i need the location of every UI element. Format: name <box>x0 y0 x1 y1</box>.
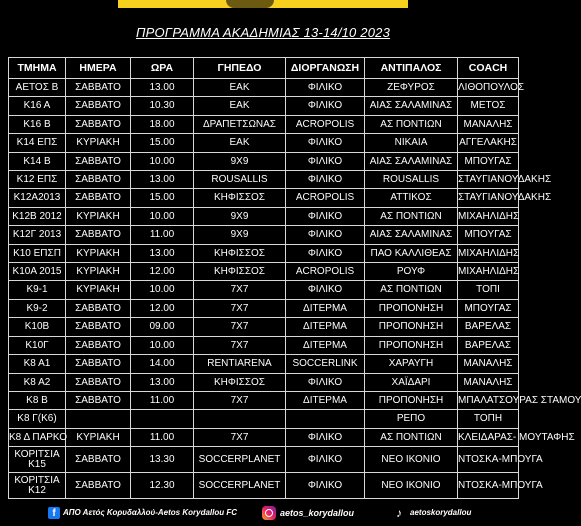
cell-day: ΣΑΒΒΑΤΟ <box>66 336 131 354</box>
cell-opponent: ΠΡΟΠΟΝΗΣΗ <box>365 318 458 336</box>
table-row <box>9 373 519 391</box>
table-row <box>9 281 519 299</box>
cell-time: 13.00 <box>131 171 194 189</box>
cell-team: Κ10Γ <box>9 336 66 354</box>
cell-competition: ΦΙΛΙΚΟ <box>286 428 365 446</box>
header-day: ΗΜΕΡΑ <box>66 58 131 79</box>
cell-opponent: ΑΣ ΠΟΝΤΙΩΝ <box>365 428 458 446</box>
cell-team: Κ10Β <box>9 318 66 336</box>
cell-day: ΣΑΒΒΑΤΟ <box>66 318 131 336</box>
cell-venue: 9Χ9 <box>194 207 286 225</box>
cell-competition: ΦΙΛΙΚΟ <box>286 79 365 97</box>
cell-opponent: ΝΕΟ ΙΚΟΝΙΟ <box>365 447 458 473</box>
cell-coach: ΜΠΟΥΓΑΣ <box>458 152 519 170</box>
cell-team: Κ9-1 <box>9 281 66 299</box>
table-row <box>9 355 519 373</box>
cell-time: 10.00 <box>131 336 194 354</box>
cell-venue: ΚΗΦΙΣΣΟΣ <box>194 263 286 281</box>
cell-coach: ΝΤΟΣΚΑ-ΜΠΟΥΓΑ <box>458 447 519 473</box>
table-row <box>9 299 519 317</box>
table-row <box>9 336 519 354</box>
cell-team: Κ8 Γ(Κ6) <box>9 410 66 428</box>
club-emblem <box>226 0 274 8</box>
cell-day: ΣΑΒΒΑΤΟ <box>66 79 131 97</box>
cell-team: Κ8 Δ ΠΑΡΚΟ <box>9 428 66 446</box>
header-opponent: ΑΝΤΙΠΑΛΟΣ <box>365 58 458 79</box>
cell-day: ΣΑΒΒΑΤΟ <box>66 447 131 473</box>
cell-coach: ΜΠΑΛΑΤΣΟΥΡΑΣ ΣΤΑΜΟΥ <box>458 391 519 409</box>
cell-competition: ΦΙΛΙΚΟ <box>286 281 365 299</box>
cell-team: Κ10Α 2015 <box>9 263 66 281</box>
cell-coach: ΣΤΑΥΓΙΑΝΟΥΔΑΚΗΣ <box>458 171 519 189</box>
cell-coach: ΜΠΟΥΓΑΣ <box>458 299 519 317</box>
table-row <box>9 391 519 409</box>
cell-team: Κ12Β 2012 <box>9 207 66 225</box>
cell-time: 13.30 <box>131 447 194 473</box>
cell-day: ΣΑΒΒΑΤΟ <box>66 152 131 170</box>
cell-opponent: ΑΙΑΣ ΣΑΛΑΜΙΝΑΣ <box>365 152 458 170</box>
cell-opponent: ΡΟΥΦ <box>365 263 458 281</box>
header-team: ΤΜΗΜΑ <box>9 58 66 79</box>
cell-opponent: ΑΣ ΠΟΝΤΙΩΝ <box>365 207 458 225</box>
cell-day: ΣΑΒΒΑΤΟ <box>66 373 131 391</box>
cell-venue: 7Χ7 <box>194 281 286 299</box>
cell-opponent: ΧΑΪΔΑΡΙ <box>365 373 458 391</box>
cell-competition: ΔΙΤΕΡΜΑ <box>286 336 365 354</box>
cell-coach: ΜΠΟΥΓΑΣ <box>458 226 519 244</box>
cell-opponent: ΑΤΤΙΚΟΣ <box>365 189 458 207</box>
cell-coach: ΜΙΧΑΗΛΙΔΗΣ <box>458 263 519 281</box>
cell-team: Κ12 ΕΠΣ <box>9 171 66 189</box>
cell-venue: ΕΑΚ <box>194 79 286 97</box>
cell-venue: 7Χ7 <box>194 428 286 446</box>
cell-opponent: ΑΣ ΠΟΝΤΙΩΝ <box>365 281 458 299</box>
cell-venue: ROUSALLIS <box>194 171 286 189</box>
cell-coach: ΜΑΝΑΛΗΣ <box>458 115 519 133</box>
table-row <box>9 244 519 262</box>
cell-competition: ΔΙΤΕΡΜΑ <box>286 299 365 317</box>
cell-venue: 9Χ9 <box>194 226 286 244</box>
cell-day: ΚΥΡΙΑΚΗ <box>66 207 131 225</box>
cell-time: 10.30 <box>131 97 194 115</box>
schedule-table <box>8 57 581 499</box>
cell-coach: ΤΟΠΙ <box>458 281 519 299</box>
cell-opponent: ROUSALLIS <box>365 171 458 189</box>
table-row <box>9 473 519 499</box>
cell-coach: ΛΙΘΟΠΟΥΛΟΣ <box>458 79 519 97</box>
cell-time: 10.00 <box>131 152 194 170</box>
cell-team: Κ12Α2013 <box>9 189 66 207</box>
cell-coach: ΝΤΟΣΚΑ-ΜΠΟΥΓΑ <box>458 473 519 499</box>
instagram-icon[interactable] <box>262 506 276 520</box>
cell-venue: 9Χ9 <box>194 152 286 170</box>
cell-opponent: ΠΑΟ ΚΑΛΛΙΘΕΑΣ <box>365 244 458 262</box>
facebook-icon[interactable]: f <box>48 507 60 519</box>
cell-team: Κ8 Β <box>9 391 66 409</box>
cell-time: 10.00 <box>131 207 194 225</box>
cell-coach: ΒΑΡΕΛΑΣ <box>458 336 519 354</box>
cell-coach: ΑΓΓΕΛΑΚΗΣ <box>458 134 519 152</box>
table-row <box>9 226 519 244</box>
table-row <box>9 134 519 152</box>
cell-competition: ACROPOLIS <box>286 115 365 133</box>
cell-team: Κ12Γ 2013 <box>9 226 66 244</box>
cell-day: ΚΥΡΙΑΚΗ <box>66 428 131 446</box>
cell-competition: ΦΙΛΙΚΟ <box>286 226 365 244</box>
cell-competition: ACROPOLIS <box>286 263 365 281</box>
cell-time: 09.00 <box>131 318 194 336</box>
facebook-link[interactable]: ΑΠΟ Αετός Κορυδαλλού-Aetos Korydallou FC <box>63 508 238 517</box>
cell-time: 15.00 <box>131 189 194 207</box>
table-row <box>9 410 519 428</box>
cell-time: 14.00 <box>131 355 194 373</box>
table-row <box>9 115 519 133</box>
table-row <box>9 152 519 170</box>
cell-competition: ACROPOLIS <box>286 189 365 207</box>
top-banner <box>0 0 526 8</box>
cell-venue: ΔΡΑΠΕΤΣΩΝΑΣ <box>194 115 286 133</box>
table-row <box>9 207 519 225</box>
cell-venue: ΕΑΚ <box>194 134 286 152</box>
cell-opponent: ΠΡΟΠΟΝΗΣΗ <box>365 336 458 354</box>
cell-time: 18.00 <box>131 115 194 133</box>
header-coach: COACH <box>458 58 519 79</box>
page-title: ΠΡΟΓΡΑΜΜΑ ΑΚΑΔΗΜΙΑΣ 13-14/10 2023 <box>135 25 391 40</box>
cell-competition: ΦΙΛΙΚΟ <box>286 152 365 170</box>
cell-coach: ΜΑΝΑΛΗΣ <box>458 373 519 391</box>
header-venue: ΓΗΠΕΔΟ <box>194 58 286 79</box>
tiktok-icon[interactable]: ♪ <box>396 506 402 520</box>
cell-time: 11.00 <box>131 391 194 409</box>
cell-opponent: ΖΕΦΥΡΟΣ <box>365 79 458 97</box>
cell-coach: ΜΙΧΑΗΛΙΔΗΣ <box>458 207 519 225</box>
cell-coach: ΤΟΠΗ <box>458 410 519 428</box>
cell-venue: SOCCERPLANET <box>194 473 286 499</box>
cell-time: 12.30 <box>131 473 194 499</box>
cell-opponent: ΡΕΠΟ <box>365 410 458 428</box>
cell-team: Κ16 Α <box>9 97 66 115</box>
cell-time: 10.00 <box>131 281 194 299</box>
table-row <box>9 189 519 207</box>
cell-competition: ΦΙΛΙΚΟ <box>286 171 365 189</box>
cell-time <box>131 410 194 428</box>
table-row <box>9 447 519 473</box>
table-header-row <box>9 58 519 79</box>
cell-venue <box>194 410 286 428</box>
cell-time: 12.00 <box>131 299 194 317</box>
table-body <box>9 79 581 499</box>
cell-competition: ΦΙΛΙΚΟ <box>286 207 365 225</box>
cell-opponent: ΑΣ ΠΟΝΤΙΩΝ <box>365 115 458 133</box>
cell-team: Κ8 Α2 <box>9 373 66 391</box>
cell-time: 12.00 <box>131 263 194 281</box>
cell-time: 13.00 <box>131 244 194 262</box>
cell-venue: RENTIARENA <box>194 355 286 373</box>
cell-team: ΚΟΡΙΤΣΙΑ Κ15 <box>9 447 66 473</box>
cell-day: ΣΑΒΒΑΤΟ <box>66 189 131 207</box>
cell-day: ΣΑΒΒΑΤΟ <box>66 299 131 317</box>
cell-day <box>66 410 131 428</box>
cell-venue: 7Χ7 <box>194 299 286 317</box>
cell-opponent: ΧΑΡΑΥΓΗ <box>365 355 458 373</box>
cell-competition: ΔΙΤΕΡΜΑ <box>286 318 365 336</box>
cell-team: Κ16 Β <box>9 115 66 133</box>
cell-coach: ΜΑΝΑΛΗΣ <box>458 355 519 373</box>
cell-day: ΚΥΡΙΑΚΗ <box>66 281 131 299</box>
cell-venue: ΚΗΦΙΣΣΟΣ <box>194 244 286 262</box>
cell-time: 13.00 <box>131 373 194 391</box>
cell-opponent: ΠΡΟΠΟΝΗΣΗ <box>365 391 458 409</box>
cell-day: ΣΑΒΒΑΤΟ <box>66 391 131 409</box>
cell-competition: ΦΙΛΙΚΟ <box>286 244 365 262</box>
table-row <box>9 79 519 97</box>
cell-opponent: ΠΡΟΠΟΝΗΣΗ <box>365 299 458 317</box>
cell-opponent: ΑΙΑΣ ΣΑΛΑΜΙΝΑΣ <box>365 97 458 115</box>
cell-day: ΣΑΒΒΑΤΟ <box>66 355 131 373</box>
table-row <box>9 318 519 336</box>
table-row <box>9 263 519 281</box>
cell-team: Κ14 Β <box>9 152 66 170</box>
cell-venue: ΚΗΦΙΣΣΟΣ <box>194 189 286 207</box>
instagram-link[interactable]: aetos_korydallou <box>280 508 355 518</box>
cell-day: ΣΑΒΒΑΤΟ <box>66 226 131 244</box>
cell-venue: 7Χ7 <box>194 391 286 409</box>
cell-opponent: ΑΙΑΣ ΣΑΛΑΜΙΝΑΣ <box>365 226 458 244</box>
cell-day: ΣΑΒΒΑΤΟ <box>66 171 131 189</box>
cell-opponent: ΝΙΚΑΙΑ <box>365 134 458 152</box>
cell-competition: ΦΙΛΙΚΟ <box>286 473 365 499</box>
header-time: ΩΡΑ <box>131 58 194 79</box>
table-row <box>9 428 519 446</box>
cell-competition: ΦΙΛΙΚΟ <box>286 373 365 391</box>
cell-day: ΚΥΡΙΑΚΗ <box>66 134 131 152</box>
cell-venue: 7Χ7 <box>194 318 286 336</box>
cell-competition: SOCCERLINK <box>286 355 365 373</box>
cell-coach: ΒΑΡΕΛΑΣ <box>458 318 519 336</box>
cell-team: Κ10 ΕΠΣΠ <box>9 244 66 262</box>
cell-day: ΣΑΒΒΑΤΟ <box>66 97 131 115</box>
cell-team: Κ14 ΕΠΣ <box>9 134 66 152</box>
cell-day: ΚΥΡΙΑΚΗ <box>66 244 131 262</box>
header-competition: ΔΙΟΡΓΑΝΩΣΗ <box>286 58 365 79</box>
cell-team: Κ9-2 <box>9 299 66 317</box>
cell-competition <box>286 410 365 428</box>
footer-bar <box>0 502 526 526</box>
cell-competition: ΦΙΛΙΚΟ <box>286 447 365 473</box>
cell-coach: ΜΕΤΟΣ <box>458 97 519 115</box>
cell-time: 15.00 <box>131 134 194 152</box>
cell-competition: ΦΙΛΙΚΟ <box>286 134 365 152</box>
cell-venue: ΕΑΚ <box>194 97 286 115</box>
table-row <box>9 97 519 115</box>
cell-day: ΣΑΒΒΑΤΟ <box>66 115 131 133</box>
cell-competition: ΔΙΤΕΡΜΑ <box>286 391 365 409</box>
cell-coach: ΜΙΧΑΗΛΙΔΗΣ <box>458 244 519 262</box>
cell-time: 11.00 <box>131 428 194 446</box>
cell-time: 11.00 <box>131 226 194 244</box>
cell-team: Κ8 Α1 <box>9 355 66 373</box>
table-row <box>9 171 519 189</box>
cell-venue: 7Χ7 <box>194 336 286 354</box>
cell-day: ΚΥΡΙΑΚΗ <box>66 263 131 281</box>
cell-team: ΑΕΤΟΣ Β <box>9 79 66 97</box>
cell-opponent: ΝΕΟ ΙΚΟΝΙΟ <box>365 473 458 499</box>
cell-coach: ΣΤΑΥΓΙΑΝΟΥΔΑΚΗΣ <box>458 189 519 207</box>
cell-venue: SOCCERPLANET <box>194 447 286 473</box>
cell-competition: ΦΙΛΙΚΟ <box>286 97 365 115</box>
cell-day: ΣΑΒΒΑΤΟ <box>66 473 131 499</box>
cell-team: ΚΟΡΙΤΣΙΑ Κ12 <box>9 473 66 499</box>
cell-coach: ΚΛΕΙΔΑΡΑΣ- ΜΟΥΤΑΦΗΣ <box>458 428 519 446</box>
cell-time: 13.00 <box>131 79 194 97</box>
cell-venue: ΚΗΦΙΣΣΟΣ <box>194 373 286 391</box>
tiktok-link[interactable]: aetoskorydallou <box>410 508 472 517</box>
